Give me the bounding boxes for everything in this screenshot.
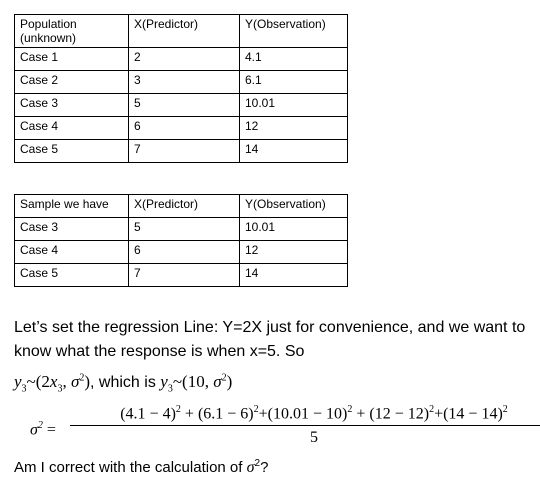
tilde-symbol: ~ bbox=[172, 372, 183, 391]
term-separator: + bbox=[180, 405, 198, 423]
term-separator: + bbox=[352, 405, 370, 423]
table-cell: 14 bbox=[240, 140, 348, 163]
dist2-close: ) bbox=[226, 372, 233, 391]
table-cell: 5 bbox=[129, 218, 240, 241]
term-exponent: 2 bbox=[347, 404, 353, 415]
table-header-cell: Population (unknown) bbox=[15, 15, 129, 48]
sigma-exponent: 2 bbox=[37, 420, 43, 431]
numerator-term: (10.01 − 10) bbox=[267, 405, 348, 423]
table-cell: Case 4 bbox=[15, 241, 129, 264]
equation-lhs bbox=[30, 420, 56, 439]
table-cell: 7 bbox=[129, 264, 240, 287]
table-cell: 2 bbox=[129, 48, 240, 71]
table-cell: Case 5 bbox=[15, 264, 129, 287]
table-cell: Case 3 bbox=[15, 94, 129, 117]
table-header-cell: X(Predictor) bbox=[129, 195, 240, 218]
table-cell: 5 bbox=[129, 94, 240, 117]
table-row bbox=[15, 140, 348, 163]
y-subscript: 3 bbox=[167, 383, 173, 395]
equals-sign: = bbox=[42, 421, 56, 439]
population-table bbox=[14, 14, 348, 163]
table-cell: 3 bbox=[129, 71, 240, 94]
equation-numerator bbox=[70, 404, 540, 426]
table-cell: 10.01 bbox=[240, 94, 348, 117]
table-cell: Case 2 bbox=[15, 71, 129, 94]
table-row bbox=[15, 241, 348, 264]
table-cell: 12 bbox=[240, 117, 348, 140]
table-cell: 6 bbox=[129, 117, 240, 140]
table-header-cell: Sample we have bbox=[15, 195, 129, 218]
table-cell: Case 4 bbox=[15, 117, 129, 140]
table-cell: Case 3 bbox=[15, 218, 129, 241]
x-subscript: 3 bbox=[57, 383, 63, 395]
dist1-open: (2 bbox=[35, 372, 50, 391]
numerator-term: (14 − 14) bbox=[443, 405, 503, 423]
question-mark: ? bbox=[260, 459, 269, 476]
equation-denominator: 5 bbox=[310, 429, 318, 447]
term-exponent: 2 bbox=[175, 404, 181, 415]
sigma-exponent: 2 bbox=[254, 458, 261, 469]
sigma-symbol: σ bbox=[30, 421, 38, 439]
table-header-row bbox=[15, 195, 348, 218]
table-cell: 6 bbox=[129, 241, 240, 264]
table-cell: 4.1 bbox=[240, 48, 348, 71]
sigma-symbol: σ bbox=[213, 372, 222, 391]
table-cell: 10.01 bbox=[240, 218, 348, 241]
term-exponent: 2 bbox=[502, 404, 508, 415]
distribution-line bbox=[14, 372, 232, 394]
dist1-close: ) bbox=[84, 372, 91, 391]
dist2-open: (10, bbox=[182, 372, 214, 391]
term-separator: + bbox=[434, 405, 444, 423]
table-cell: 7 bbox=[129, 140, 240, 163]
table-header-cell: Y(Observation) bbox=[240, 15, 348, 48]
table-row bbox=[15, 71, 348, 94]
question-body: Am I correct with the calculation of bbox=[14, 459, 247, 476]
table-header-row bbox=[15, 15, 348, 48]
table-cell: Case 5 bbox=[15, 140, 129, 163]
tilde-symbol: ~ bbox=[26, 372, 36, 391]
numerator-term: (6.1 − 6) bbox=[197, 405, 254, 423]
table-row bbox=[15, 94, 348, 117]
table-cell: 12 bbox=[240, 241, 348, 264]
table-row bbox=[15, 117, 348, 140]
table-header-cell: X(Predictor) bbox=[129, 15, 240, 48]
table-row bbox=[15, 264, 348, 287]
numerator-term: (12 − 12) bbox=[369, 405, 430, 423]
regression-paragraph: Let’s set the regression Line: Y=2X just for convenience, and we want to know what the response is when x=5. So bbox=[14, 319, 526, 360]
y-variable: y bbox=[160, 372, 168, 391]
sigma-symbol: σ bbox=[246, 459, 255, 476]
term-separator: + bbox=[258, 405, 268, 423]
y-subscript: 3 bbox=[21, 383, 27, 395]
dist1-comma: , bbox=[62, 372, 71, 391]
sigma-exponent: 2 bbox=[79, 372, 85, 384]
sigma-exponent: 2 bbox=[221, 372, 227, 384]
equation-fraction bbox=[70, 404, 540, 447]
sample-table bbox=[14, 194, 348, 287]
table-cell: 6.1 bbox=[240, 71, 348, 94]
x-variable: x bbox=[49, 372, 58, 391]
numerator-term: (4.1 − 4) bbox=[120, 405, 176, 423]
table-cell: Case 1 bbox=[15, 48, 129, 71]
table-cell: 14 bbox=[240, 264, 348, 287]
term-exponent: 2 bbox=[253, 404, 259, 415]
table-row bbox=[15, 48, 348, 71]
table-header-cell: Y(Observation) bbox=[240, 195, 348, 218]
question-text bbox=[14, 458, 268, 477]
table-row bbox=[15, 218, 348, 241]
sigma-symbol: σ bbox=[70, 372, 80, 391]
y-variable: y bbox=[14, 372, 22, 391]
which-is-text: , which is bbox=[90, 374, 161, 391]
term-exponent: 2 bbox=[429, 404, 435, 415]
